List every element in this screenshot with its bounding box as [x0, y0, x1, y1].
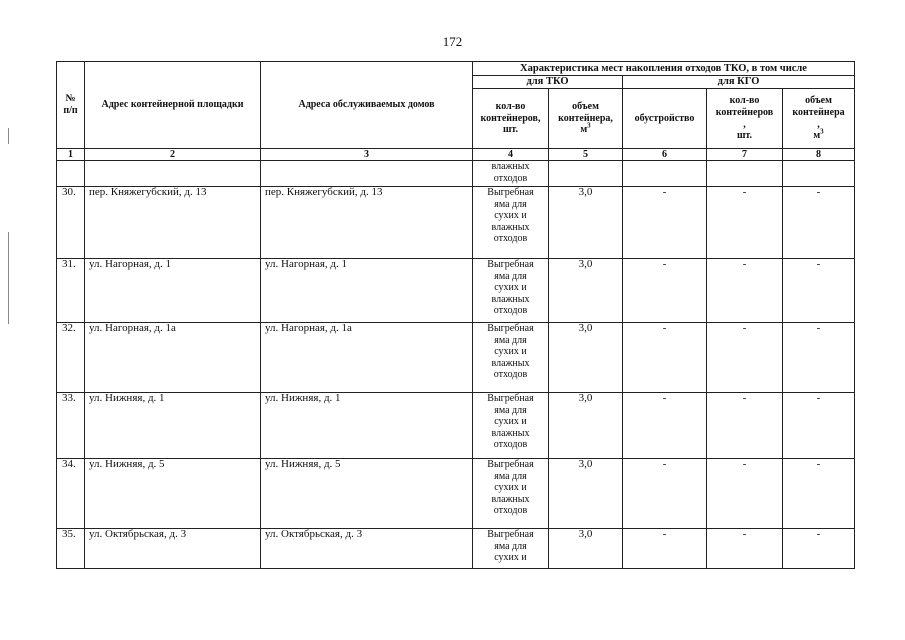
kgo-count: - [707, 459, 783, 529]
column-number: 1 [57, 149, 85, 161]
type-line: сухих и [494, 552, 527, 564]
column-number: 5 [549, 149, 623, 161]
container-address: ул. Нижняя, д. 5 [85, 459, 261, 529]
container-type [473, 529, 549, 569]
continuation-row [57, 161, 855, 187]
type-line: яма для [494, 334, 527, 346]
served-houses: ул. Нагорная, д. 1 [261, 259, 473, 323]
header-kgo-volume-comma: , [817, 118, 820, 130]
column-number: 2 [85, 149, 261, 161]
kgo-count: - [707, 323, 783, 393]
scan-margin-mark [8, 232, 9, 324]
header-tko-volume-sup: 3 [587, 121, 591, 130]
served-houses: ул. Нагорная, д. 1а [261, 323, 473, 393]
container-type [473, 187, 549, 259]
container-address: ул. Нагорная, д. 1 [85, 259, 261, 323]
column-number: 8 [783, 149, 855, 161]
arrangement: - [623, 259, 707, 323]
type-line: отходов [493, 505, 528, 517]
kgo-count: - [707, 393, 783, 459]
header-container-address: Адрес контейнерной площадки [85, 62, 261, 149]
type-line: влажных [491, 493, 530, 505]
container-volume: 3,0 [549, 323, 623, 393]
page-number: 172 [442, 34, 463, 49]
header-tko-count: кол-во контейнеров, шт. [473, 89, 549, 149]
container-address: ул. Нижняя, д. 1 [85, 393, 261, 459]
type-line: Выгребная [487, 323, 534, 334]
arrangement: - [623, 459, 707, 529]
type-line: отходов [493, 305, 528, 317]
kgo-count: - [707, 259, 783, 323]
arrangement: - [623, 323, 707, 393]
header-num: № п/п [57, 62, 85, 149]
type-line: яма для [494, 470, 527, 482]
header-tko-volume [549, 89, 623, 149]
row-number: 32. [57, 323, 85, 393]
container-type [473, 323, 549, 393]
column-number: 4 [473, 149, 549, 161]
served-houses: ул. Нижняя, д. 1 [261, 393, 473, 459]
type-line: Выгребная [487, 529, 534, 540]
type-line: сухих и [494, 282, 527, 294]
container-volume: 3,0 [549, 187, 623, 259]
kgo-volume: - [783, 259, 855, 323]
header-kgo-count-text: кол-во контейнеров [715, 95, 774, 118]
type-line: влажных [491, 221, 530, 233]
type-line: Выгребная [487, 259, 534, 270]
type-line: сухих и [494, 210, 527, 222]
type-line: сухих и [494, 346, 527, 358]
container-volume: 3,0 [549, 459, 623, 529]
kgo-volume: - [783, 323, 855, 393]
type-line: отходов [493, 233, 528, 245]
header-group-title: Характеристика мест накопления отходов ТКО, в том числе [473, 62, 855, 76]
container-volume: 3,0 [549, 259, 623, 323]
type-line: Выгребная [487, 459, 534, 470]
row-number: 35. [57, 529, 85, 569]
type-line: Выгребная [487, 393, 534, 404]
container-type [473, 393, 549, 459]
header-kgo-count-comma: , [743, 118, 746, 130]
container-volume: 3,0 [549, 529, 623, 569]
header-kgo-count-unit: шт. [736, 130, 753, 142]
scan-margin-mark [8, 128, 9, 144]
column-number: 7 [707, 149, 783, 161]
row-number: 31. [57, 259, 85, 323]
type-line: сухих и [494, 416, 527, 428]
type-line: яма для [494, 198, 527, 210]
table-row [57, 323, 855, 393]
container-address: ул. Октябрьская, д. 3 [85, 529, 261, 569]
type-line: яма для [494, 540, 527, 552]
header-sub-kgo: для КГО [623, 76, 855, 89]
kgo-volume: - [783, 459, 855, 529]
table-row [57, 187, 855, 259]
table-row [57, 259, 855, 323]
type-line: отходов [493, 439, 528, 451]
column-number-row [57, 149, 855, 161]
kgo-volume: - [783, 393, 855, 459]
served-houses: ул. Октябрьская, д. 3 [261, 529, 473, 569]
waste-sites-table [56, 61, 855, 569]
type-line: влажных [491, 357, 530, 369]
container-volume: 3,0 [549, 393, 623, 459]
arrangement: - [623, 187, 707, 259]
table-row [57, 393, 855, 459]
row-number: 33. [57, 393, 85, 459]
type-line: сухих и [494, 482, 527, 494]
kgo-volume: - [783, 187, 855, 259]
kgo-count: - [707, 529, 783, 569]
header-kgo-volume-unit: м [813, 130, 821, 142]
header-served-houses: Адреса обслуживаемых домов [261, 62, 473, 149]
kgo-count: - [707, 187, 783, 259]
table-row [57, 529, 855, 569]
header-tko-volume-text: объем контейнера, м [558, 101, 613, 136]
row-number: 30. [57, 187, 85, 259]
served-houses: пер. Княжегубский, д. 13 [261, 187, 473, 259]
column-number: 3 [261, 149, 473, 161]
header-kgo-volume [783, 89, 855, 149]
table-row [57, 459, 855, 529]
header-arrangement: обустройство [623, 89, 707, 149]
type-line: отходов [493, 172, 528, 184]
type-line: яма для [494, 404, 527, 416]
arrangement: - [623, 393, 707, 459]
served-houses: ул. Нижняя, д. 5 [261, 459, 473, 529]
container-type [473, 459, 549, 529]
arrangement: - [623, 529, 707, 569]
container-type [473, 259, 549, 323]
type-line: отходов [493, 369, 528, 381]
type-line: влажных [491, 293, 530, 305]
type-line: влажных [491, 427, 530, 439]
container-address: ул. Нагорная, д. 1а [85, 323, 261, 393]
row-number: 34. [57, 459, 85, 529]
header-kgo-volume-sup: 3 [820, 127, 824, 136]
type-line: влажных [491, 161, 530, 172]
header-kgo-volume-text: объем контейнера [792, 95, 845, 118]
column-number: 6 [623, 149, 707, 161]
kgo-volume: - [783, 529, 855, 569]
type-line: яма для [494, 270, 527, 282]
type-line: Выгребная [487, 187, 534, 198]
container-address: пер. Княжегубский, д. 13 [85, 187, 261, 259]
header-sub-tko: для ТКО [473, 76, 623, 89]
continuation-type-cell [473, 161, 549, 187]
header-kgo-count [707, 89, 783, 149]
